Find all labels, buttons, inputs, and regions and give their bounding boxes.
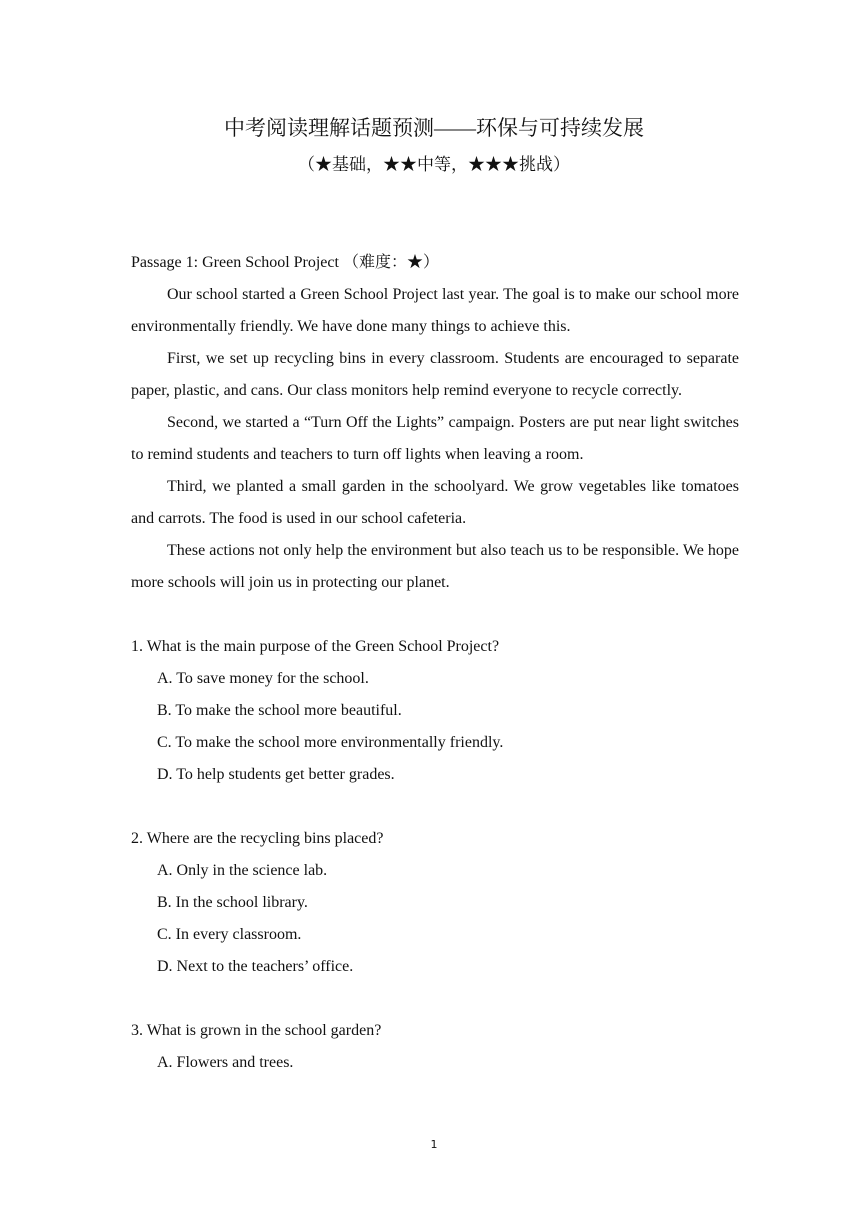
answer-option: C. In every classroom. xyxy=(157,926,302,943)
question-text: 3. What is grown in the school garden? xyxy=(131,1022,382,1039)
answer-option: C. To make the school more environmentally friendly. xyxy=(157,734,504,751)
passage-paragraph: Third, we planted a small garden in the schoolyard. We grow vegetables like tomatoes and carrots. The food is used in our school cafeteria. xyxy=(131,478,739,527)
spacer xyxy=(131,599,739,631)
question-block xyxy=(131,1015,739,1079)
question-block xyxy=(131,631,739,791)
question-text: 1. What is the main purpose of the Green School Project? xyxy=(131,638,500,655)
answer-option: D. To help students get better grades. xyxy=(157,766,395,783)
passage-text xyxy=(131,279,739,599)
answer-option: A. Flowers and trees. xyxy=(157,1054,294,1071)
question-text: 2. Where are the recycling bins placed? xyxy=(131,830,384,847)
passage-paragraph: First, we set up recycling bins in every classroom. Students are encouraged to separate paper, plastic, and cans. Our class monitors help remind everyone to recycle correctly. xyxy=(131,350,739,399)
difficulty-legend: （★基础，★★中等，★★★挑战） xyxy=(298,155,570,174)
passage-paragraph: Our school started a Green School Project last year. The goal is to make our school more environmentally friendly. We have done many things to achieve this. xyxy=(131,286,739,335)
passage-title: Passage 1: Green School Project （难度：★） xyxy=(131,254,439,271)
answer-option: B. To make the school more beautiful. xyxy=(157,702,402,719)
question-block xyxy=(131,823,739,983)
passage-paragraph: These actions not only help the environment but also teach us to be responsible. We hope more schools will join us in protecting our planet. xyxy=(131,542,739,591)
passage-paragraph: Second, we started a “Turn Off the Lights” campaign. Posters are put near light switches to remind students and teachers to turn off lights when leaving a room. xyxy=(131,414,739,463)
document-title: 中考阅读理解话题预测——环保与可持续发展 xyxy=(224,116,644,140)
answer-option: D. Next to the teachers’ office. xyxy=(157,958,354,975)
spacer xyxy=(131,983,739,1015)
document-body xyxy=(131,247,739,1079)
spacer xyxy=(131,791,739,823)
page-number: 1 xyxy=(430,1138,438,1151)
answer-option: A. Only in the science lab. xyxy=(157,862,328,879)
answer-option: A. To save money for the school. xyxy=(157,670,369,687)
answer-option: B. In the school library. xyxy=(157,894,308,911)
